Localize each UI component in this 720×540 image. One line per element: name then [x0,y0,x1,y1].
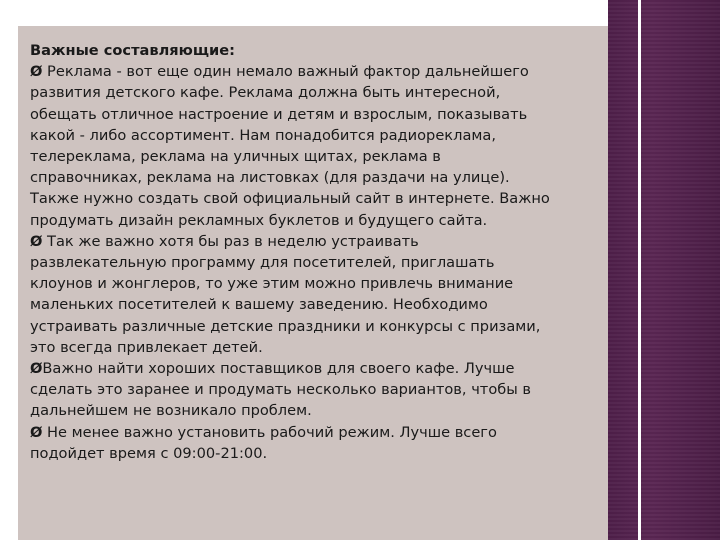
text-line [30,167,592,188]
text-line [30,125,592,146]
line-text: маленьких посетителей к вашему заведению. Необходимо [30,296,488,314]
text-line [30,210,592,231]
line-text: продумать дизайн рекламных буклетов и будущего сайта. [30,211,488,229]
line-text: сделать это заранее и продумать несколько вариантов, чтобы в [30,381,532,399]
text-line [30,379,592,400]
line-text: Не менее важно установить рабочий режим. Лучше всего [42,423,497,441]
arrow-bullet-icon: Ø [30,232,43,250]
band-texture [608,0,720,540]
line-text: Важно найти хороших поставщиков для своего кафе. Лучше [42,360,515,378]
line-text: справочниках, реклама на листовках (для раздачи на улице). [30,169,510,187]
left-margin [0,0,18,540]
line-text: это всегда привлекает детей. [30,338,263,356]
line-text: подойдет время с 09:00-21:00. [30,444,268,462]
line-text: развития детского кафе. Реклама должна быть интересной, [30,84,501,102]
line-text: Также нужно создать свой официальный сайт в интернете. Важно [30,190,550,208]
slide-heading: Важные составляющие: [30,42,235,59]
text-line [30,337,592,358]
bullet-line [30,358,592,379]
line-text: устраивать различные детские праздники и конкурсы с призами, [30,317,541,335]
text-line [30,316,592,337]
band-divider-line [638,0,641,540]
line-text: телереклама, реклама на уличных щитах, реклама в [30,148,441,166]
line-text: какой - либо ассортимент. Нам понадобится радиореклама, [30,126,496,144]
line-text: Так же важно хотя бы раз в неделю устраивать [42,232,419,250]
bullet-line [30,61,592,82]
bullet-line [30,231,592,252]
arrow-bullet-icon: Ø [30,63,43,81]
text-line [30,400,592,421]
text-line [30,104,592,125]
line-text: обещать отличное настроение и детям и взрослым, показывать [30,105,528,123]
arrow-bullet-icon: Ø [30,360,43,378]
line-text: Реклама - вот еще один немало важный фактор дальнейшего [42,63,529,81]
text-line [30,273,592,294]
bullet-line [30,422,592,443]
line-text: клоунов и жонглеров, то уже этим можно привлечь внимание [30,275,514,293]
text-line [30,146,592,167]
arrow-bullet-icon: Ø [30,423,43,441]
line-text: дальнейшем не возникало проблем. [30,402,312,420]
decorative-side-band [608,0,720,540]
text-line [30,188,592,209]
text-line [30,294,592,315]
text-line [30,443,592,464]
text-line [30,82,592,103]
content-box [18,26,608,540]
slide-text [30,40,592,464]
line-text: развлекательную программу для посетителей, приглашать [30,254,495,272]
text-line [30,252,592,273]
